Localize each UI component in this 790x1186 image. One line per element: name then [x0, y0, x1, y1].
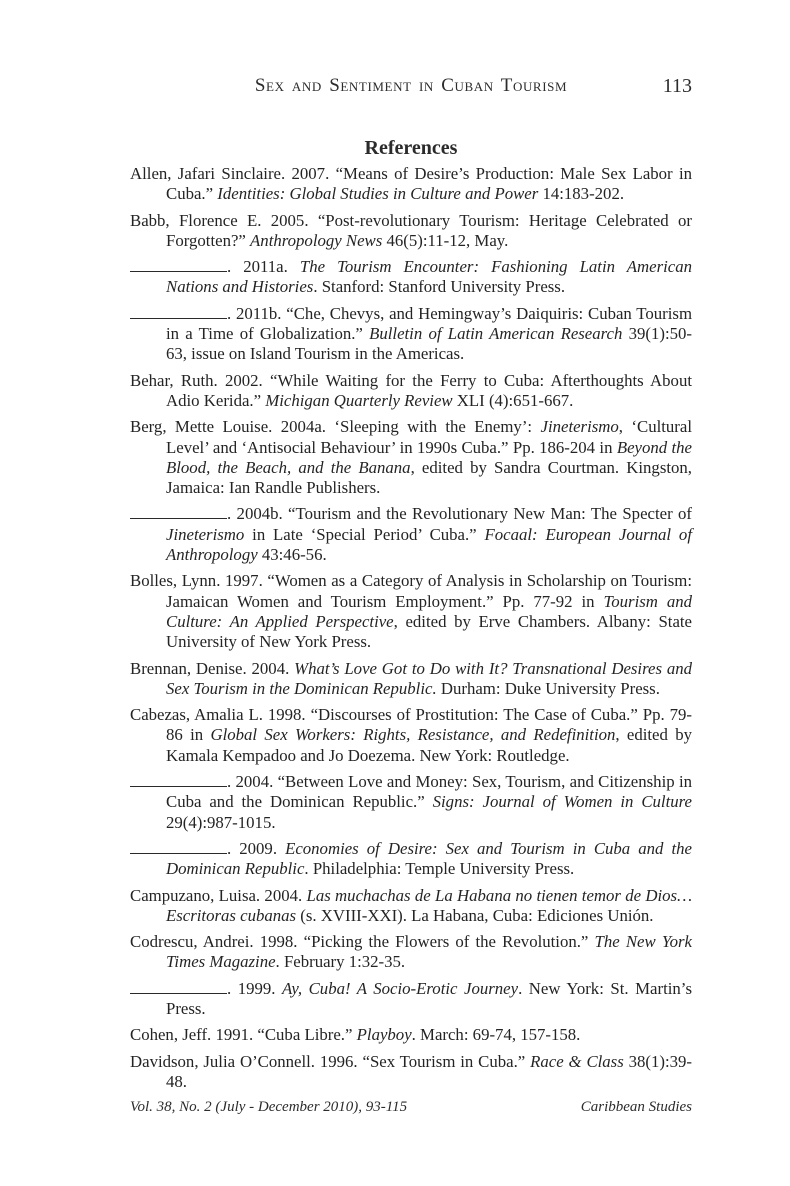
reference-entry: [130, 417, 692, 498]
page-number: 113: [662, 75, 692, 97]
ref-text-run: Cabezas, Amalia L. 1998. “Discourses of Prostitution: The Case of Cuba.” Pp. 79-86 in: [130, 705, 692, 745]
ref-text-run: Campuzano, Luisa. 2004.: [130, 885, 307, 905]
references-list: [130, 164, 692, 1098]
ref-italic-run: Playboy: [356, 1025, 412, 1045]
reference-entry: [130, 932, 692, 973]
ref-text-run: XLI (4):651-667.: [452, 390, 574, 410]
reference-entry: [130, 979, 692, 1020]
ref-text-run: Berg, Mette Louise. 2004a. ‘Sleeping with the Enemy’:: [130, 417, 541, 437]
ref-text-run: . 2011a.: [227, 257, 300, 277]
ref-text-run: 43:46-56.: [257, 545, 327, 565]
reference-entry: [130, 371, 692, 412]
reference-entry: [130, 886, 692, 927]
running-head: [130, 74, 692, 98]
ref-text-run: 46(5):11-12, May.: [382, 230, 509, 250]
ref-text-run: Brennan, Denise. 2004.: [130, 658, 295, 678]
ref-italic-run: Focaal: European Journal of Anthropology: [166, 524, 692, 565]
running-head-title: Sex and Sentiment in Cuban Tourism: [254, 75, 568, 96]
ref-text-run: 14:183-202.: [538, 184, 625, 204]
ref-text-run: Allen, Jafari Sinclaire. 2007. “Means of Desire’s Production: Male Sex Labor in Cuba.”: [130, 164, 692, 204]
reference-entry: [130, 1052, 692, 1093]
repeated-author-rule: [130, 271, 227, 272]
ref-text-run: . 2009.: [227, 838, 286, 858]
reference-entry: [130, 304, 692, 365]
ref-italic-run: The Tourism Encounter: Fashioning Latin American Nations and Histories: [166, 257, 692, 297]
ref-text-run: . March: 69-74, 157-158.: [411, 1025, 581, 1045]
ref-italic-run: The New York Times Magazine: [166, 932, 692, 972]
repeated-author-rule: [130, 318, 227, 319]
ref-italic-run: Anthropology News: [250, 230, 383, 250]
ref-italic-run: Global Sex Workers: Rights, Resistance, and Redefinition: [210, 725, 616, 745]
ref-text-run: , edited by Sandra Courtman. Kingston, Jamaica: Ian Randle Publishers.: [166, 457, 692, 498]
reference-entry: [130, 504, 692, 565]
ref-text-run: 39(1):50-63, issue on Island Tourism in the Americas.: [166, 324, 692, 364]
reference-entry: [130, 164, 692, 205]
ref-text-run: Davidson, Julia O’Connell. 1996. “Sex Tourism in Cuba.”: [130, 1051, 531, 1071]
repeated-author-rule: [130, 993, 227, 994]
reference-entry: [130, 772, 692, 833]
reference-entry: [130, 705, 692, 766]
page-footer: [130, 1099, 692, 1116]
ref-text-run: , edited by Kamala Kempadoo and Jo Doezema. New York: Routledge.: [166, 725, 692, 765]
footer-volume-info: Vol. 38, No. 2 (July - December 2010), 93-115: [130, 1099, 408, 1115]
reference-entry: [130, 839, 692, 880]
ref-text-run: Codrescu, Andrei. 1998. “Picking the Flowers of the Revolution.”: [130, 932, 595, 952]
ref-text-run: Bolles, Lynn. 1997. “Women as a Category of Analysis in Scholarship on Tourism: Jamaican Women and Tourism Employment.” Pp. 77-92 in: [130, 571, 692, 611]
ref-text-run: , edited by Erve Chambers. Albany: State University of New York Press.: [166, 611, 693, 652]
ref-text-run: 29(4):987-1015.: [166, 812, 276, 832]
ref-italic-run: Tourism and Culture: An Applied Perspective: [166, 591, 692, 631]
ref-italic-run: Las muchachas de La Habana no tienen temor de Dios… Escritoras cubanas: [166, 885, 693, 925]
reference-entry: [130, 659, 692, 700]
ref-italic-run: Jineterismo: [166, 524, 245, 544]
ref-italic-run: Michigan Quarterly Review: [265, 390, 453, 410]
ref-italic-run: What’s Love Got to Do with It? Transnational Desires and Sex Tourism in the Dominican Republic.: [166, 658, 692, 698]
ref-text-run: Cohen, Jeff. 1991. “Cuba Libre.”: [130, 1025, 357, 1045]
ref-text-run: Behar, Ruth. 2002. “While Waiting for the Ferry to Cuba: Afterthoughts About Adio Kerida.”: [130, 370, 692, 410]
ref-text-run: . Stanford: Stanford University Press.: [313, 277, 566, 297]
reference-entry: [130, 211, 692, 252]
ref-text-run: . 2004. “Between Love and Money: Sex, Tourism, and Citizenship in Cuba and the Dominican Republic.”: [166, 772, 692, 812]
ref-italic-run: Race & Class: [530, 1051, 624, 1071]
ref-text-run: , ‘Cultural Level’ and ‘Antisocial Behaviour’ in 1990s Cuba.” Pp. 186-204 in: [166, 417, 692, 457]
reference-entry: [130, 257, 692, 298]
ref-text-run: . Philadelphia: Temple University Press.: [304, 859, 575, 879]
ref-italic-run: Jineterismo: [540, 417, 619, 437]
ref-text-run: . February 1:32-35.: [275, 952, 406, 972]
ref-italic-run: Identities: Global Studies in Culture and Power: [217, 184, 539, 204]
reference-entry: [130, 571, 692, 652]
section-title: References: [364, 137, 458, 160]
ref-italic-run: Signs: Journal of Women in Culture: [432, 792, 692, 812]
footer-journal-name: Caribbean Studies: [580, 1099, 692, 1115]
ref-text-run: . 1999.: [227, 978, 283, 998]
repeated-author-rule: [130, 853, 227, 854]
ref-text-run: . New York: St. Martin’s Press.: [166, 978, 692, 1018]
ref-text-run: Durham: Duke University Press.: [436, 678, 660, 698]
repeated-author-rule: [130, 518, 227, 519]
ref-text-run: (s. XVIII-XXI). La Habana, Cuba: Ediciones Unión.: [296, 905, 654, 925]
ref-italic-run: Beyond the Blood, the Beach, and the Banana: [166, 437, 692, 477]
reference-entry: [130, 1025, 692, 1045]
ref-italic-run: Ay, Cuba! A Socio-Erotic Journey: [282, 978, 519, 998]
ref-italic-run: Economies of Desire: Sex and Tourism in Cuba and the Dominican Republic: [166, 838, 692, 879]
ref-text-run: 38(1):39-48.: [166, 1051, 693, 1091]
ref-text-run: . 2011b. “Che, Chevys, and Hemingway’s Daiquiris: Cuban Tourism in a Time of Globalization.”: [166, 303, 692, 344]
ref-text-run: in Late ‘Special Period’ Cuba.”: [244, 524, 485, 544]
repeated-author-rule: [130, 786, 227, 787]
ref-text-run: Babb, Florence E. 2005. “Post-revolutionary Tourism: Heritage Celebrated or Forgotten?”: [130, 210, 692, 250]
ref-text-run: . 2004b. “Tourism and the Revolutionary New Man: The Specter of: [227, 504, 692, 524]
ref-italic-run: Bulletin of Latin American Research: [369, 324, 623, 344]
